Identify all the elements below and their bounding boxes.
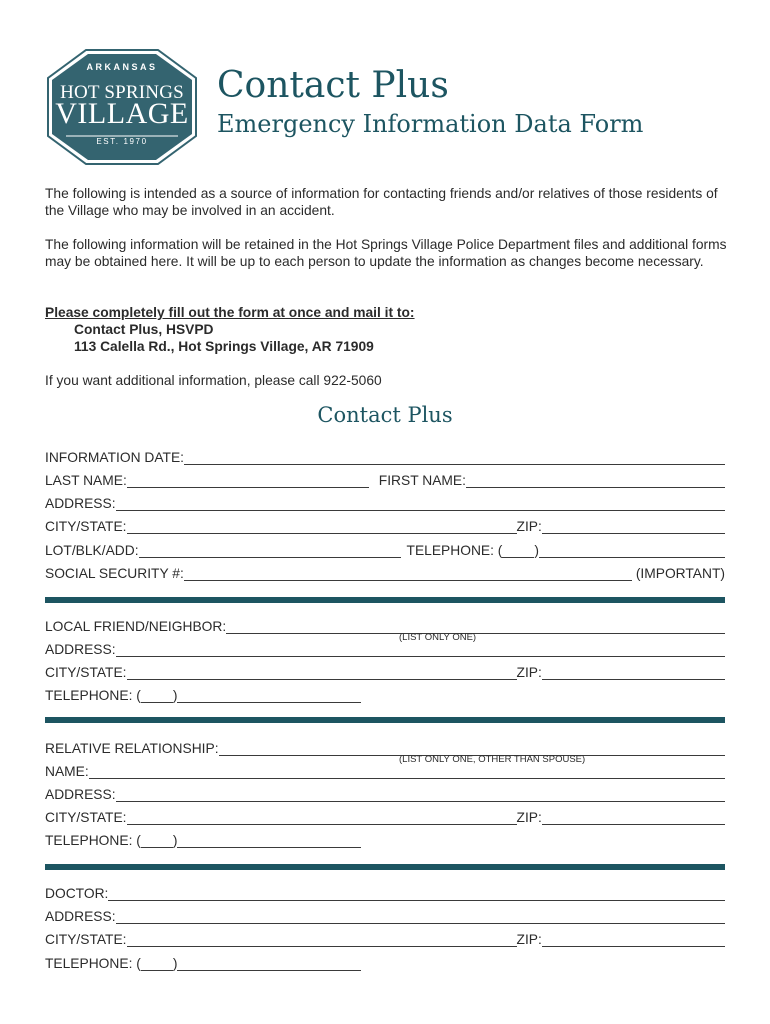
intro-paragraph-1: The following is intended as a source of information for contacting friends and/or relatives of those residents of the Village who may be involved in an accident.: [45, 186, 718, 218]
address-field[interactable]: [116, 497, 725, 511]
relative-telephone-row: [45, 830, 361, 848]
logo-line1: HOT SPRINGS: [60, 82, 184, 103]
city-state-row: [45, 516, 725, 534]
lot-blk-add-field[interactable]: [139, 544, 401, 558]
relative-city-state-field[interactable]: [127, 811, 517, 825]
relative-name-field[interactable]: [89, 765, 725, 779]
first-name-field[interactable]: [466, 474, 725, 488]
relative-telephone-close-paren: ): [172, 833, 178, 848]
first-name-label: FIRST NAME:: [378, 473, 466, 488]
section-divider: [45, 597, 725, 603]
friend-address-row: [45, 639, 725, 657]
section-divider: [45, 717, 725, 723]
telephone-field[interactable]: [539, 544, 725, 558]
friend-address-field[interactable]: [116, 643, 725, 657]
relative-zip-field[interactable]: [542, 811, 725, 825]
friend-city-state-row: [45, 662, 725, 680]
doctor-address-row: [45, 906, 725, 924]
relative-telephone-label: TELEPHONE: (: [45, 833, 141, 848]
local-friend-label: LOCAL FRIEND/NEIGHBOR:: [45, 619, 227, 634]
ssn-row: [45, 563, 725, 581]
relative-city-state-label: CITY/STATE:: [45, 810, 127, 825]
relative-label: RELATIVE RELATIONSHIP:: [45, 741, 219, 756]
friend-city-state-label: CITY/STATE:: [45, 665, 127, 680]
doctor-telephone-area-code-field[interactable]: [141, 957, 173, 971]
telephone-label: TELEPHONE: (: [406, 543, 503, 558]
information-date-field[interactable]: [184, 451, 725, 465]
telephone-close-paren: ): [534, 543, 539, 558]
friend-zip-label: ZIP:: [516, 665, 542, 680]
section-divider: [45, 864, 725, 870]
information-date-row: [45, 447, 725, 465]
information-date-label: INFORMATION DATE:: [45, 450, 184, 465]
logo-line2: VILLAGE: [55, 97, 189, 130]
lot-telephone-row: [45, 540, 725, 558]
doctor-city-state-row: [45, 929, 725, 947]
list-only-one-spouse-note: (LIST ONLY ONE, OTHER THAN SPOUSE): [399, 754, 586, 765]
friend-city-state-field[interactable]: [127, 666, 517, 680]
address-row: [45, 493, 725, 511]
doctor-address-field[interactable]: [116, 910, 725, 924]
list-only-one-note: (LIST ONLY ONE): [399, 632, 477, 643]
city-state-label: CITY/STATE:: [45, 519, 127, 534]
relative-address-field[interactable]: [116, 788, 725, 802]
friend-telephone-row: [45, 685, 361, 703]
friend-address-label: ADDRESS:: [45, 642, 116, 657]
relative-name-label: NAME:: [45, 764, 89, 779]
doctor-label: DOCTOR:: [45, 886, 109, 901]
telephone-area-code-field[interactable]: [502, 544, 534, 558]
ssn-field[interactable]: [184, 567, 632, 581]
page-subtitle: Emergency Information Data Form: [217, 110, 644, 138]
local-friend-row: [45, 616, 725, 634]
section-title: Contact Plus: [317, 403, 453, 427]
phone-note: If you want additional information, please call 922-5060: [45, 373, 382, 388]
zip-field[interactable]: [542, 520, 725, 534]
friend-telephone-label: TELEPHONE: (: [45, 688, 141, 703]
friend-telephone-close-paren: ): [172, 688, 178, 703]
relative-telephone-area-code-field[interactable]: [141, 834, 173, 848]
doctor-address-label: ADDRESS:: [45, 909, 116, 924]
lot-blk-add-label: LOT/BLK/ADD:: [45, 543, 139, 558]
relative-name-row: [45, 761, 725, 779]
doctor-city-state-label: CITY/STATE:: [45, 932, 127, 947]
relative-zip-label: ZIP:: [516, 810, 542, 825]
mail-name: Contact Plus, HSVPD: [74, 322, 214, 337]
doctor-field[interactable]: [108, 887, 725, 901]
relative-telephone-field[interactable]: [177, 834, 361, 848]
doctor-telephone-row: [45, 953, 361, 971]
last-name-field[interactable]: [127, 474, 369, 488]
relative-address-label: ADDRESS:: [45, 787, 116, 802]
mail-instruction: Please completely fill out the form at once and mail it to:: [45, 305, 415, 320]
address-label: ADDRESS:: [45, 496, 116, 511]
relative-row: [45, 738, 725, 756]
last-name-label: LAST NAME:: [45, 473, 127, 488]
ssn-note: (IMPORTANT): [635, 566, 725, 581]
doctor-city-state-field[interactable]: [127, 933, 517, 947]
doctor-telephone-close-paren: ): [172, 956, 178, 971]
intro-paragraph-2: The following information will be retained in the Hot Springs Village Police Department files and additional forms may be obtained here. It will be up to each person to update the information as changes become necessary.: [45, 237, 727, 269]
friend-zip-field[interactable]: [542, 666, 725, 680]
hot-springs-village-logo: [46, 48, 198, 166]
doctor-zip-field[interactable]: [542, 933, 725, 947]
doctor-telephone-label: TELEPHONE: (: [45, 956, 141, 971]
city-state-field[interactable]: [127, 520, 517, 534]
page-title: Contact Plus: [217, 65, 449, 106]
doctor-row: [45, 883, 725, 901]
name-row: [45, 470, 725, 488]
logo-arc-text: ARKANSAS: [86, 62, 158, 72]
logo-est: EST. 1970: [96, 137, 148, 146]
relative-address-row: [45, 784, 725, 802]
friend-telephone-area-code-field[interactable]: [141, 689, 173, 703]
doctor-zip-label: ZIP:: [516, 932, 542, 947]
zip-label: ZIP:: [516, 519, 542, 534]
mail-address: 113 Calella Rd., Hot Springs Village, AR 71909: [74, 339, 374, 354]
friend-telephone-field[interactable]: [177, 689, 361, 703]
ssn-label: SOCIAL SECURITY #:: [45, 566, 184, 581]
relative-city-state-row: [45, 807, 725, 825]
doctor-telephone-field[interactable]: [177, 957, 361, 971]
